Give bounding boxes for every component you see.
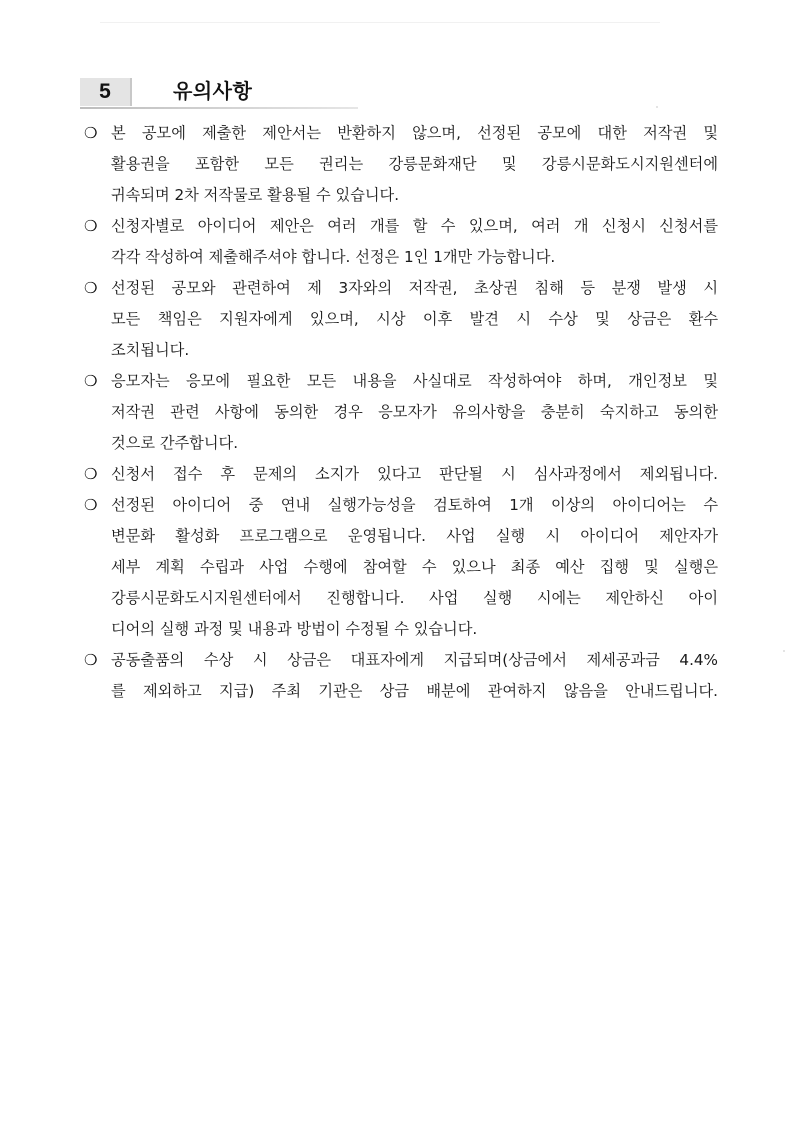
- item-text: [111, 490, 718, 645]
- list-item: [84, 273, 718, 366]
- text-line: 변문화 활성화 프로그램으로 운영됩니다. 사업 실행 시 아이디어 제안자가: [111, 527, 718, 545]
- section-title: 유의사항: [173, 79, 253, 103]
- text-line: 선정된 공모와 관련하여 제 3자와의 저작권, 초상권 침해 등 분쟁 발생 시: [111, 279, 718, 297]
- list-item: [84, 459, 718, 490]
- list-item: [84, 490, 718, 645]
- item-text: [111, 645, 718, 707]
- item-text: [111, 459, 718, 490]
- circle-bullet-icon: ❍: [84, 279, 98, 297]
- item-text: [111, 211, 718, 273]
- text-line: 디어의 실행 과정 및 내용과 방법이 수정될 수 있습니다.: [111, 620, 478, 638]
- text-line: 강릉시문화도시지원센터에서 진행합니다. 사업 실행 시에는 제안하신 아이: [111, 589, 718, 607]
- item-text: [111, 366, 718, 459]
- text-line: 활용권을 포함한 모든 권리는 강릉문화재단 및 강릉시문화도시지원센터에: [111, 155, 718, 173]
- text-line: 공동출품의 수상 시 상금은 대표자에게 지급되며(상금에서 제세공과금 4.4%: [111, 651, 718, 669]
- list-item: [84, 118, 718, 211]
- circle-bullet-icon: ❍: [84, 496, 98, 514]
- text-line: 본 공모에 제출한 제안서는 반환하지 않으며, 선정된 공모에 대한 저작권 및: [111, 124, 718, 142]
- top-divider: [100, 22, 660, 23]
- text-line: 신청자별로 아이디어 제안은 여러 개를 할 수 있으며, 여러 개 신청시 신청서를: [111, 217, 718, 235]
- text-line: 귀속되며 2차 저작물로 활용될 수 있습니다.: [111, 186, 400, 204]
- text-line: 각각 작성하여 제출해주셔야 합니다. 선정은 1인 1개만 가능합니다.: [111, 248, 556, 266]
- text-line: 선정된 아이디어 중 연내 실행가능성을 검토하여 1개 이상의 아이디어는 수: [111, 496, 718, 514]
- notice-list: [84, 118, 718, 707]
- section-number: 5: [80, 78, 132, 106]
- text-line: 조치됩니다.: [111, 341, 190, 359]
- scan-speck: [656, 106, 658, 108]
- item-text: [111, 118, 718, 211]
- text-line: 를 제외하고 지급) 주최 기관은 상금 배분에 관여하지 않음을 안내드립니다.: [111, 682, 718, 700]
- list-item: [84, 366, 718, 459]
- text-line: 신청서 접수 후 문제의 소지가 있다고 판단될 시 심사과정에서 제외됩니다.: [111, 465, 718, 483]
- list-item: [84, 645, 718, 707]
- section-underline: [80, 107, 358, 109]
- circle-bullet-icon: ❍: [84, 217, 98, 235]
- list-item: [84, 211, 718, 273]
- text-line: 저작권 관련 사항에 동의한 경우 응모자가 유의사항을 충분히 숙지하고 동의한: [111, 403, 718, 421]
- text-line: 세부 계획 수립과 사업 수행에 참여할 수 있으나 최종 예산 집행 및 실행은: [111, 558, 718, 576]
- section-header: [80, 76, 358, 106]
- scan-speck: [783, 650, 785, 652]
- circle-bullet-icon: ❍: [84, 124, 98, 142]
- circle-bullet-icon: ❍: [84, 465, 98, 483]
- circle-bullet-icon: ❍: [84, 651, 98, 669]
- circle-bullet-icon: ❍: [84, 372, 98, 390]
- item-text: [111, 273, 718, 366]
- text-line: 것으로 간주합니다.: [111, 434, 239, 452]
- text-line: 모든 책임은 지원자에게 있으며, 시상 이후 발견 시 수상 및 상금은 환수: [111, 310, 718, 328]
- text-line: 응모자는 응모에 필요한 모든 내용을 사실대로 작성하여야 하며, 개인정보 및: [111, 372, 718, 390]
